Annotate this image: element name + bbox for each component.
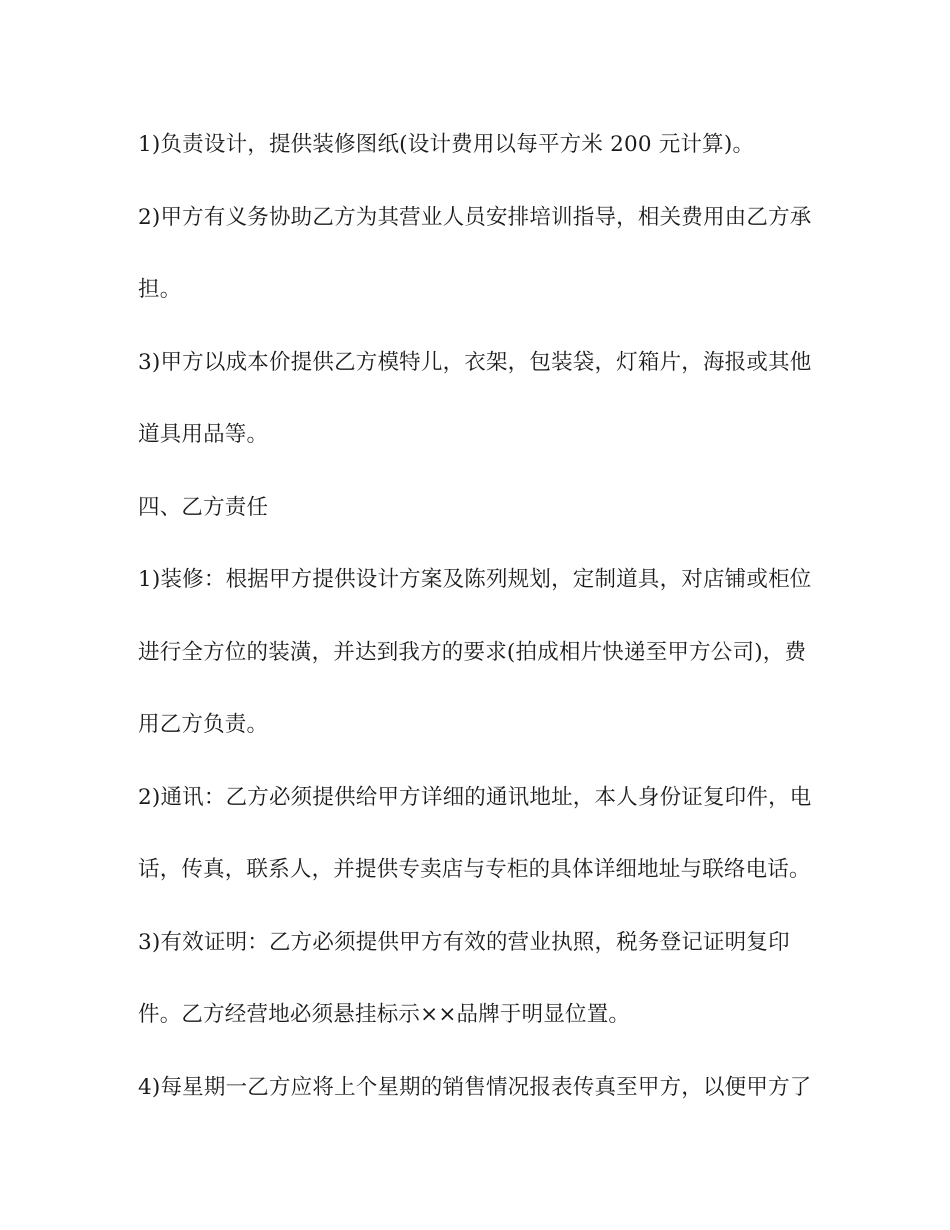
text-line: 件。乙方经营地必须悬挂标示××品牌于明显位置。 <box>138 1002 631 1027</box>
text-line: 用乙方负责。 <box>138 712 269 737</box>
text-line: 话，传真，联系人，并提供专卖店与专柜的具体详细地址与联络电话。 <box>138 857 811 882</box>
text-line: 担。 <box>138 277 182 302</box>
text-line: 4)每星期一乙方应将上个星期的销售情况报表传真至甲方，以便甲方了 <box>138 1074 812 1100</box>
text-line: 3)有效证明：乙方必须提供甲方有效的营业执照，税务登记证明复印 <box>138 929 790 955</box>
text-line: 道具用品等。 <box>138 422 269 447</box>
text-line: 1)负责设计，提供装修图纸(设计费用以每平方米 200 元计算)。 <box>138 132 755 157</box>
document-body <box>138 122 818 1137</box>
text-line: 2)通讯：乙方必须提供给甲方详细的通讯地址，本人身份证复印件，电 <box>138 784 812 810</box>
text-line: 1)装修：根据甲方提供设计方案及陈列规划，定制道具，对店铺或柜位 <box>138 567 812 592</box>
section-heading: 四、乙方责任 <box>138 494 269 520</box>
text-line: 3)甲方以成本价提供乙方模特儿，衣架，包装袋，灯箱片，海报或其他 <box>138 349 812 375</box>
text-line: 进行全方位的装潢，并达到我方的要求(拍成相片快递至甲方公司)，费 <box>138 639 807 665</box>
text-line: 2)甲方有义务协助乙方为其营业人员安排培训指导，相关费用由乙方承 <box>138 204 812 230</box>
